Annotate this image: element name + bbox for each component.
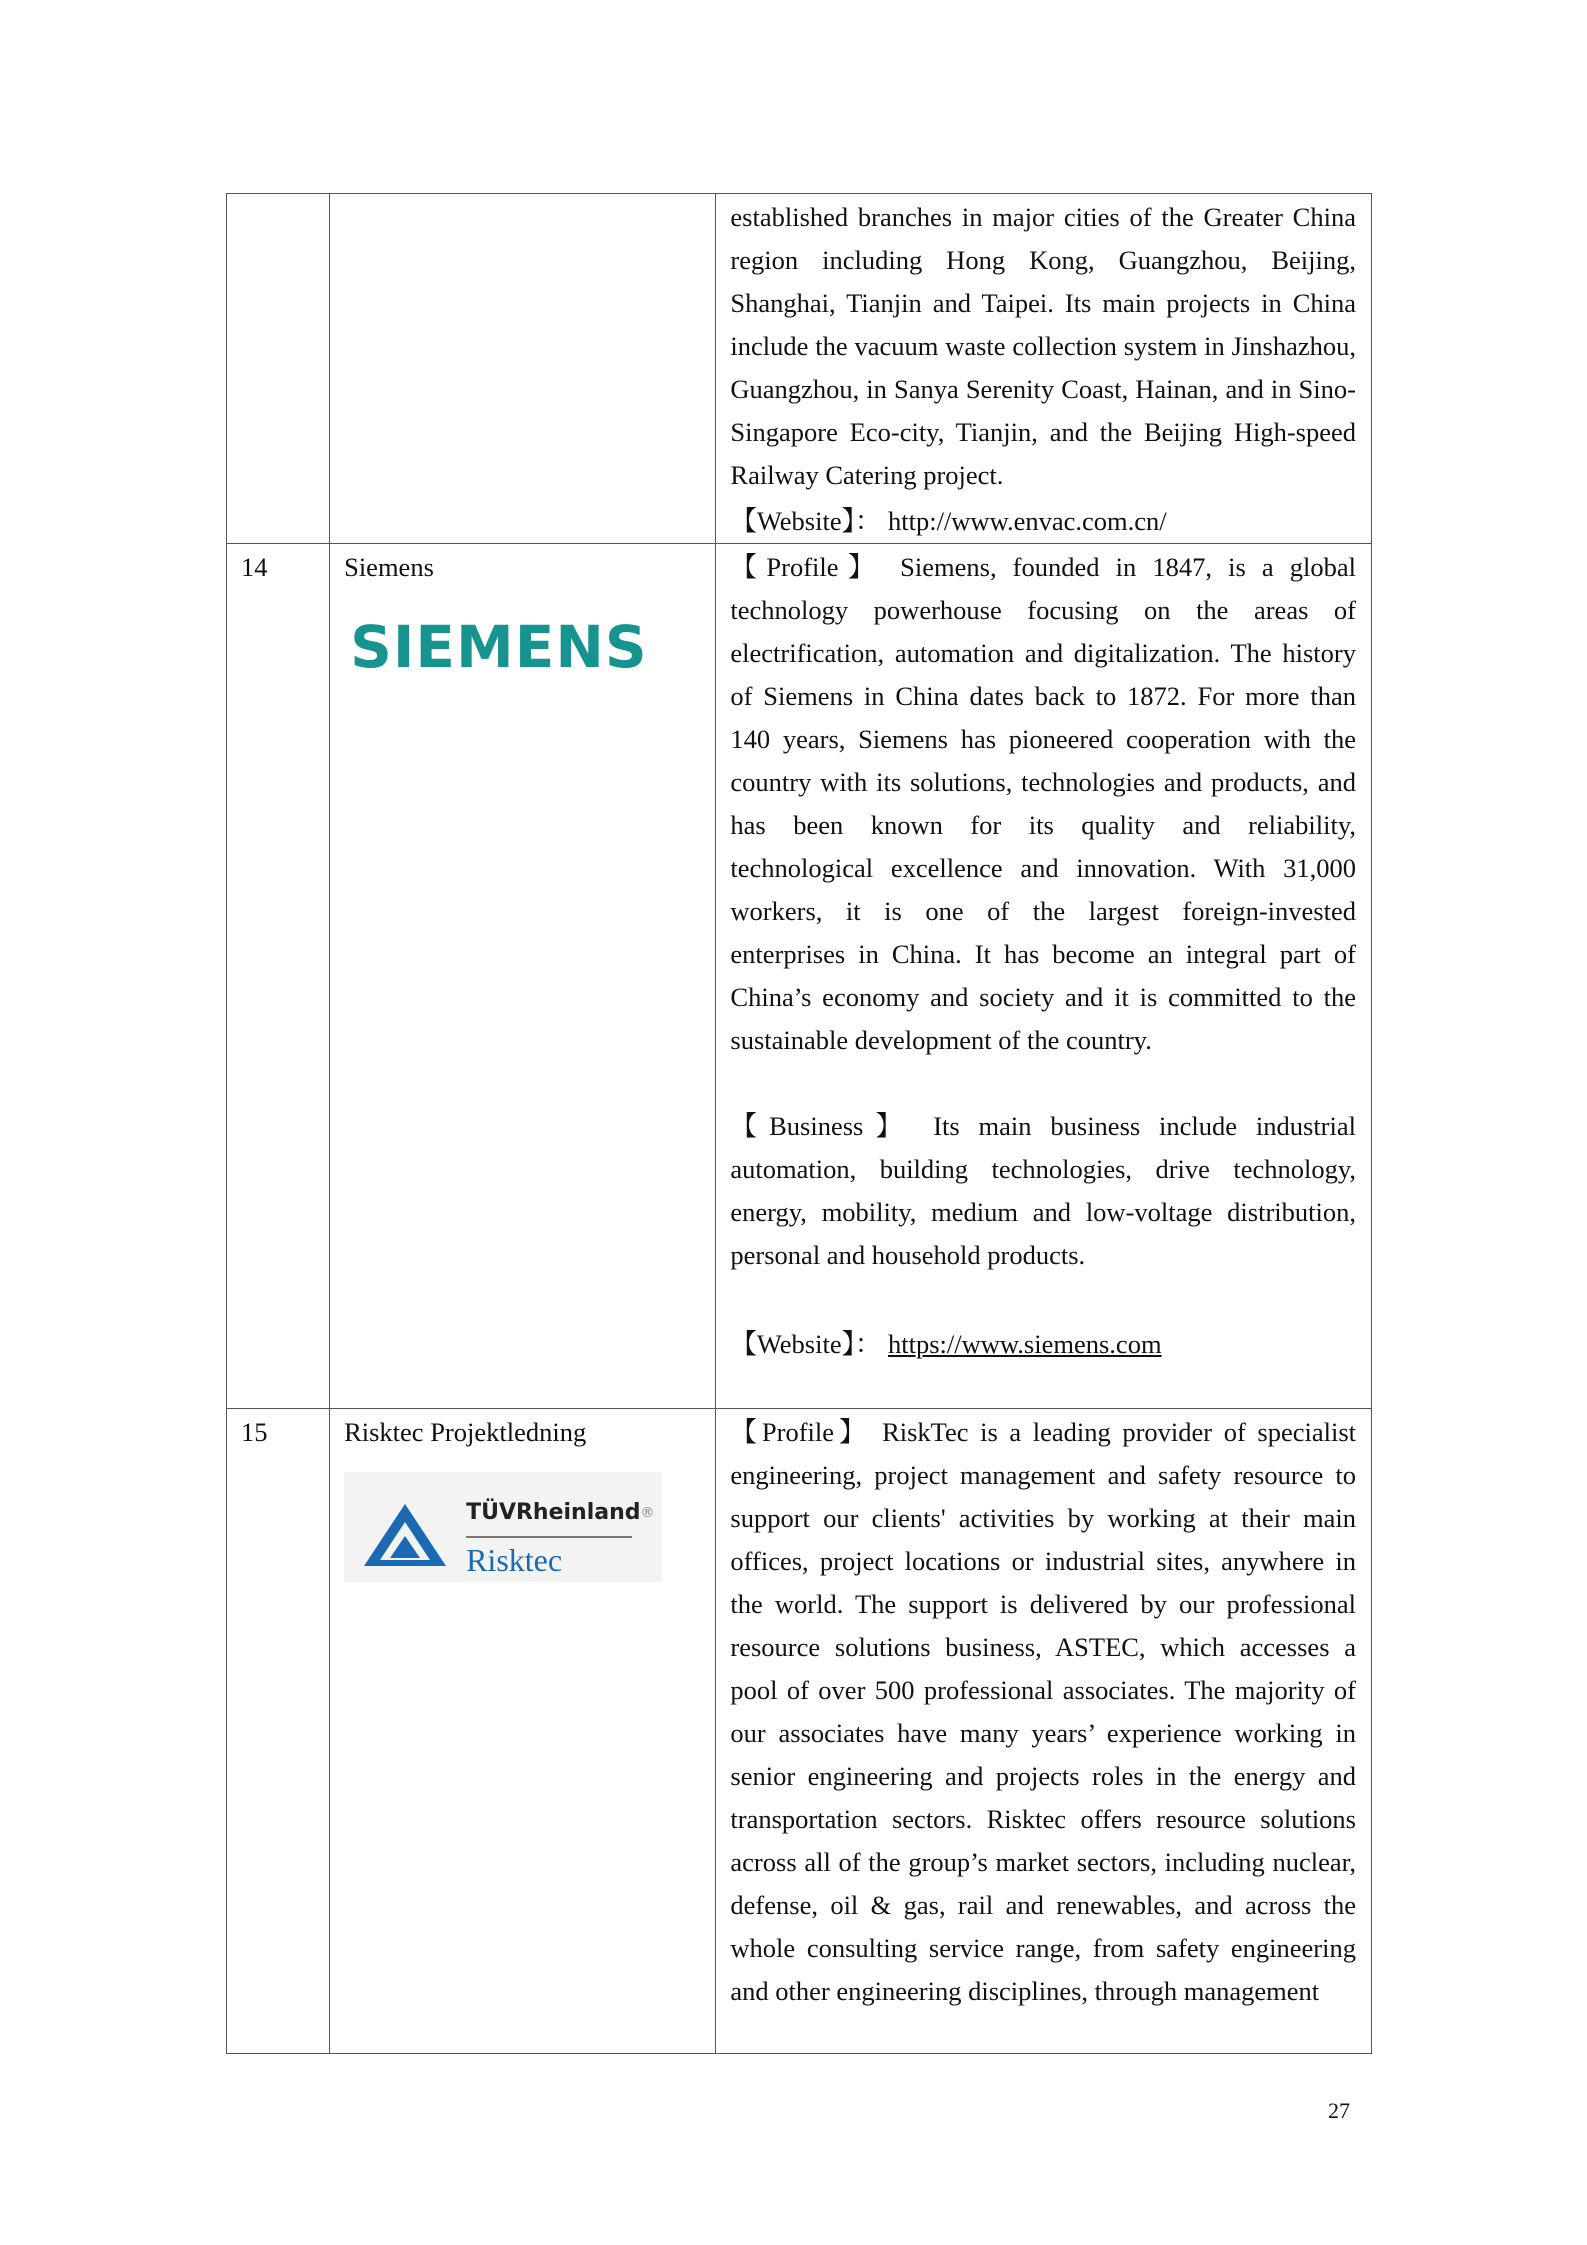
page-number: 27 xyxy=(1328,2098,1350,2123)
company-name: Siemens xyxy=(344,552,434,582)
row-number-cell: 15 xyxy=(227,1409,330,2054)
business-label: 【Business】 xyxy=(730,1111,915,1141)
website-link[interactable]: http://www.envac.com.cn/ xyxy=(887,506,1167,536)
profile-text: RiskTec is a leading provider of specialist engineering, project management and safety resource to support our clients' activities by working at their main offices, project locations or industrial sites, anywhere in the world. The support is delivered by our professional resource solutions business, ASTEC, which accesses a pool of over 500 professional associates. The majority of our associates have many years’ experience working in senior engineering and projects roles in the energy and transportation sectors. Risktec offers resource solutions across all of the group’s market sectors, including nuclear, defense, oil & gas, rail and renewables, and across the whole consulting service range, from safety engineering and other engineering disciplines, through management xyxy=(730,1417,1357,2006)
company-name-cell xyxy=(330,194,716,544)
business-text: Its main business include industrial automation, building technologies, drive technology, energy, mobility, medium and low-voltage distribution, personal and household products. xyxy=(730,1111,1356,1270)
website-line xyxy=(730,1323,1356,1366)
website-line xyxy=(730,500,1356,543)
profile-paragraph xyxy=(730,1411,1356,2013)
business-paragraph xyxy=(730,1105,1356,1277)
profile-text: Siemens, founded in 1847, is a global technology powerhouse focusing on the areas of electrification, automation and digitalization. The history of Siemens in China dates back to 1872. For more than 140 years, Siemens has pioneered cooperation with the country with its solutions, technologies and products, and has been known for its quality and reliability, technological excellence and innovation. With 31,000 workers, it is one of the largest foreign-invested enterprises in China. It has become an integral part of China’s economy and society and it is committed to the sustainable development of the country. xyxy=(730,552,1357,1055)
profile-label: 【Profile】 xyxy=(730,1417,871,1447)
tuv-logo-text: TÜVRheinland® xyxy=(466,1500,655,1525)
tuv-rheinland-risktec-logo xyxy=(344,1472,662,1582)
table-row xyxy=(227,1409,1372,2054)
description-cell xyxy=(716,194,1372,544)
siemens-logo: SIEMENS xyxy=(350,613,648,681)
table-row xyxy=(227,544,1372,1409)
website-label: 【Website】： xyxy=(730,1329,882,1359)
description-text: established branches in major cities of the Greater China region including Hong Kong, Guangzhou, Beijing, Shanghai, Tianjin and Taipei. Its main projects in China include the vacuum waste collection system in Jinshazhou, Guangzhou, in Sanya Serenity Coast, Hainan, and in Sino-Singapore Eco-city, Tianjin, and the Beijing High-speed Railway Catering project. xyxy=(730,202,1356,490)
profile-label: 【Profile】 xyxy=(730,552,885,582)
profile-paragraph xyxy=(730,546,1356,1062)
triangle-logo-icon xyxy=(362,1502,448,1568)
company-name-cell xyxy=(330,1409,716,2054)
website-label: 【Website】： xyxy=(730,506,882,536)
risktec-logo-text: Risktec xyxy=(466,1542,563,1578)
company-name-cell xyxy=(330,544,716,1409)
website-link[interactable]: https://www.siemens.com xyxy=(887,1329,1162,1359)
company-name: Risktec Projektledning xyxy=(344,1417,587,1447)
company-table xyxy=(226,193,1372,2054)
table-row xyxy=(227,194,1372,544)
row-number-cell: 14 xyxy=(227,544,330,1409)
row-number-cell xyxy=(227,194,330,544)
description-cell xyxy=(716,1409,1372,2054)
description-cell xyxy=(716,544,1372,1409)
